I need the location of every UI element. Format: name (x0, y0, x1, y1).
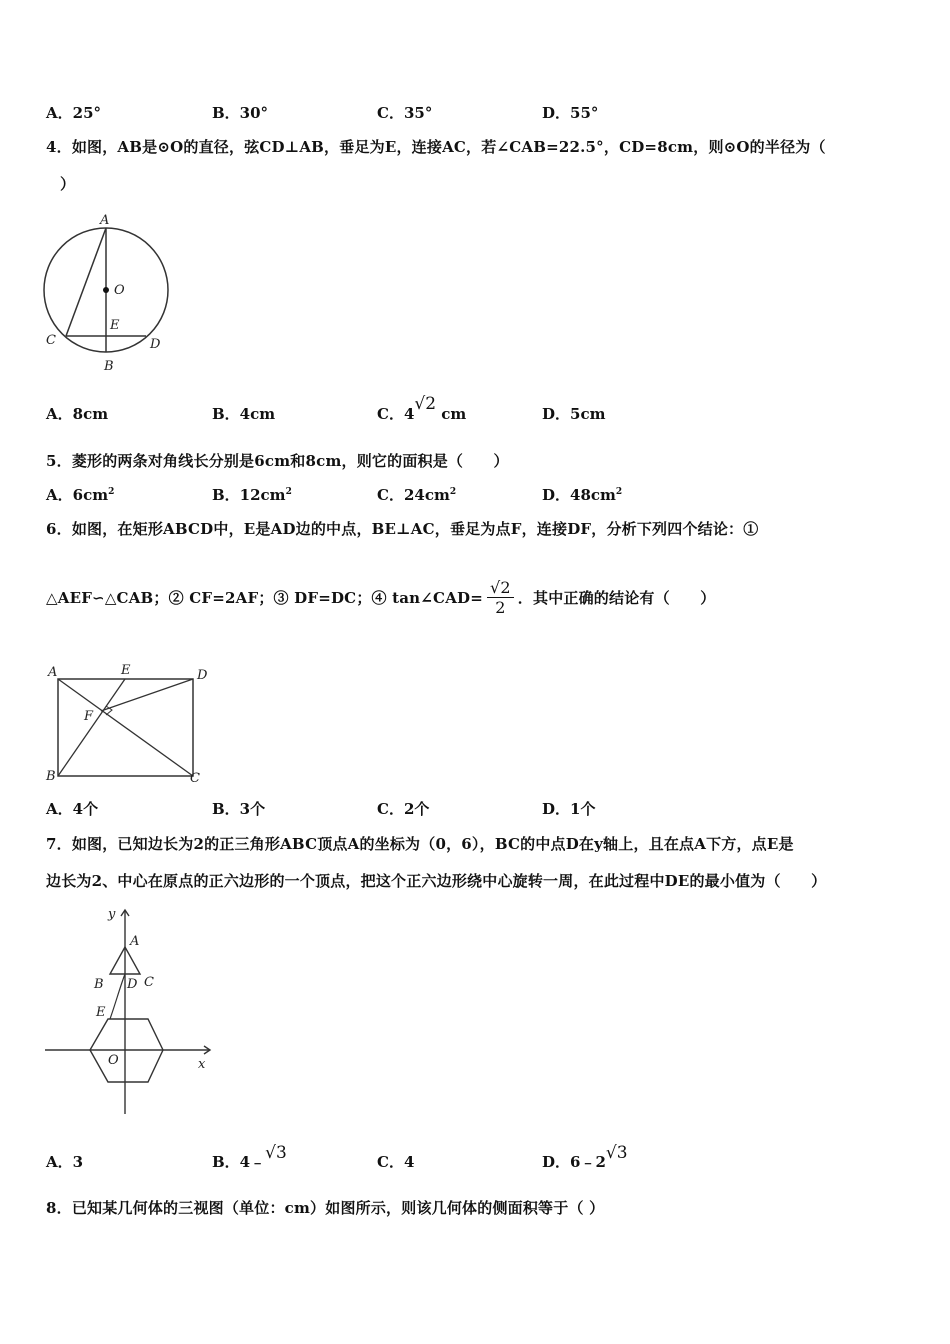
q7-stem-line2: 边长为2、中心在原点的正六边形的一个顶点，把这个正六边形绕中心旋转一周，在此过程中DE的最小值为（ ） (46, 872, 827, 890)
sqrt-2: √2 (414, 394, 437, 414)
q7-label-o: O (108, 1053, 119, 1068)
q7-option-b: B．4﹣√3 (212, 1143, 287, 1171)
q8-stem: 8．已知某几何体的三视图（单位：cm）如图所示，则该几何体的侧面积等于（ ） (46, 1199, 605, 1217)
q4-option-a: A．8cm (46, 405, 109, 423)
q7-coordinate-figure (40, 902, 220, 1120)
q6-option-c: C．2个 (377, 800, 430, 818)
q7-option-d: D．6﹣2√3 (542, 1143, 628, 1171)
q3-option-d: D．55° (542, 104, 599, 122)
q3-option-c: C．35° (377, 104, 433, 122)
sqrt-3: √3 (265, 1143, 287, 1163)
q5-option-c: C．$24cm^2$ (377, 486, 457, 504)
q4-option-d: D．5cm (542, 405, 606, 423)
q7-label-e: E (96, 1005, 106, 1020)
q4-label-d: D (150, 337, 161, 352)
q5-stem: 5．菱形的两条对角线长分别是6cm和8cm，则它的面积是（ ） (46, 452, 509, 470)
q6-label-f: F (84, 709, 94, 724)
q7-option-c: C．4 (377, 1153, 415, 1171)
q6-stem-line1: 6．如图，在矩形ABCD中，E是AD边的中点，BE⊥AC，垂足为点F，连接DF，分析下列四个结论：① (46, 520, 759, 538)
q4-option-c: C．4√2 cm (377, 394, 467, 423)
q7-label-a: A (130, 934, 140, 949)
q7-label-d: D (127, 977, 138, 992)
q5-option-a: A．$6cm^2$ (46, 486, 115, 504)
q6-label-d: D (197, 668, 208, 683)
fraction-sqrt2-over-2: $\frac{√2}{2}$ (487, 578, 514, 617)
q7-label-x: x (198, 1057, 206, 1072)
q4-label-b: B (104, 359, 114, 374)
q4-label-o: O (114, 283, 125, 298)
q4-label-a: A (100, 213, 110, 228)
q4-stem-line2: ） (60, 175, 76, 193)
q4-label-c: C (46, 333, 56, 348)
q6-label-a: A (48, 665, 58, 680)
q4-circle-figure (40, 206, 175, 378)
q6-option-b: B．3个 (212, 800, 266, 818)
sqrt-3: √3 (605, 1143, 628, 1163)
q6-option-a: A．4个 (46, 800, 99, 818)
q3-option-a: A．25° (46, 104, 102, 122)
q6-stem-line2: △AEF∽△CAB；② CF=2AF；③ DF=DC；④ tan∠CAD= $\frac{√2}{2}$ ．其中正确的结论有（ ） (46, 578, 716, 617)
q5-option-d: D．$48cm^2$ (542, 486, 623, 504)
q6-rectangle-figure (40, 658, 220, 788)
q7-option-a: A．3 (46, 1153, 84, 1171)
q6-option-d: D．1个 (542, 800, 596, 818)
q6-label-b: B (46, 769, 56, 784)
q7-label-y: y (108, 907, 116, 922)
q7-label-c: C (144, 975, 154, 990)
q4-stem-line1: 4．如图，AB是⊙O的直径，弦CD⊥AB，垂足为E，连接AC，若∠CAB=22.5°，CD=8cm，则⊙O的半径为（ (46, 138, 826, 156)
q6-label-e: E (121, 663, 131, 678)
q4-label-e: E (110, 318, 120, 333)
q6-label-c: C (190, 771, 200, 786)
q5-option-b: B．$12cm^2$ (212, 486, 292, 504)
q7-label-b: B (94, 977, 104, 992)
q3-option-b: B．30° (212, 104, 269, 122)
q4-option-b: B．4cm (212, 405, 276, 423)
q7-stem-line1: 7．如图，已知边长为2的正三角形ABC顶点A的坐标为（0，6），BC的中点D在y轴上，且在点A下方，点E是 (46, 835, 794, 853)
